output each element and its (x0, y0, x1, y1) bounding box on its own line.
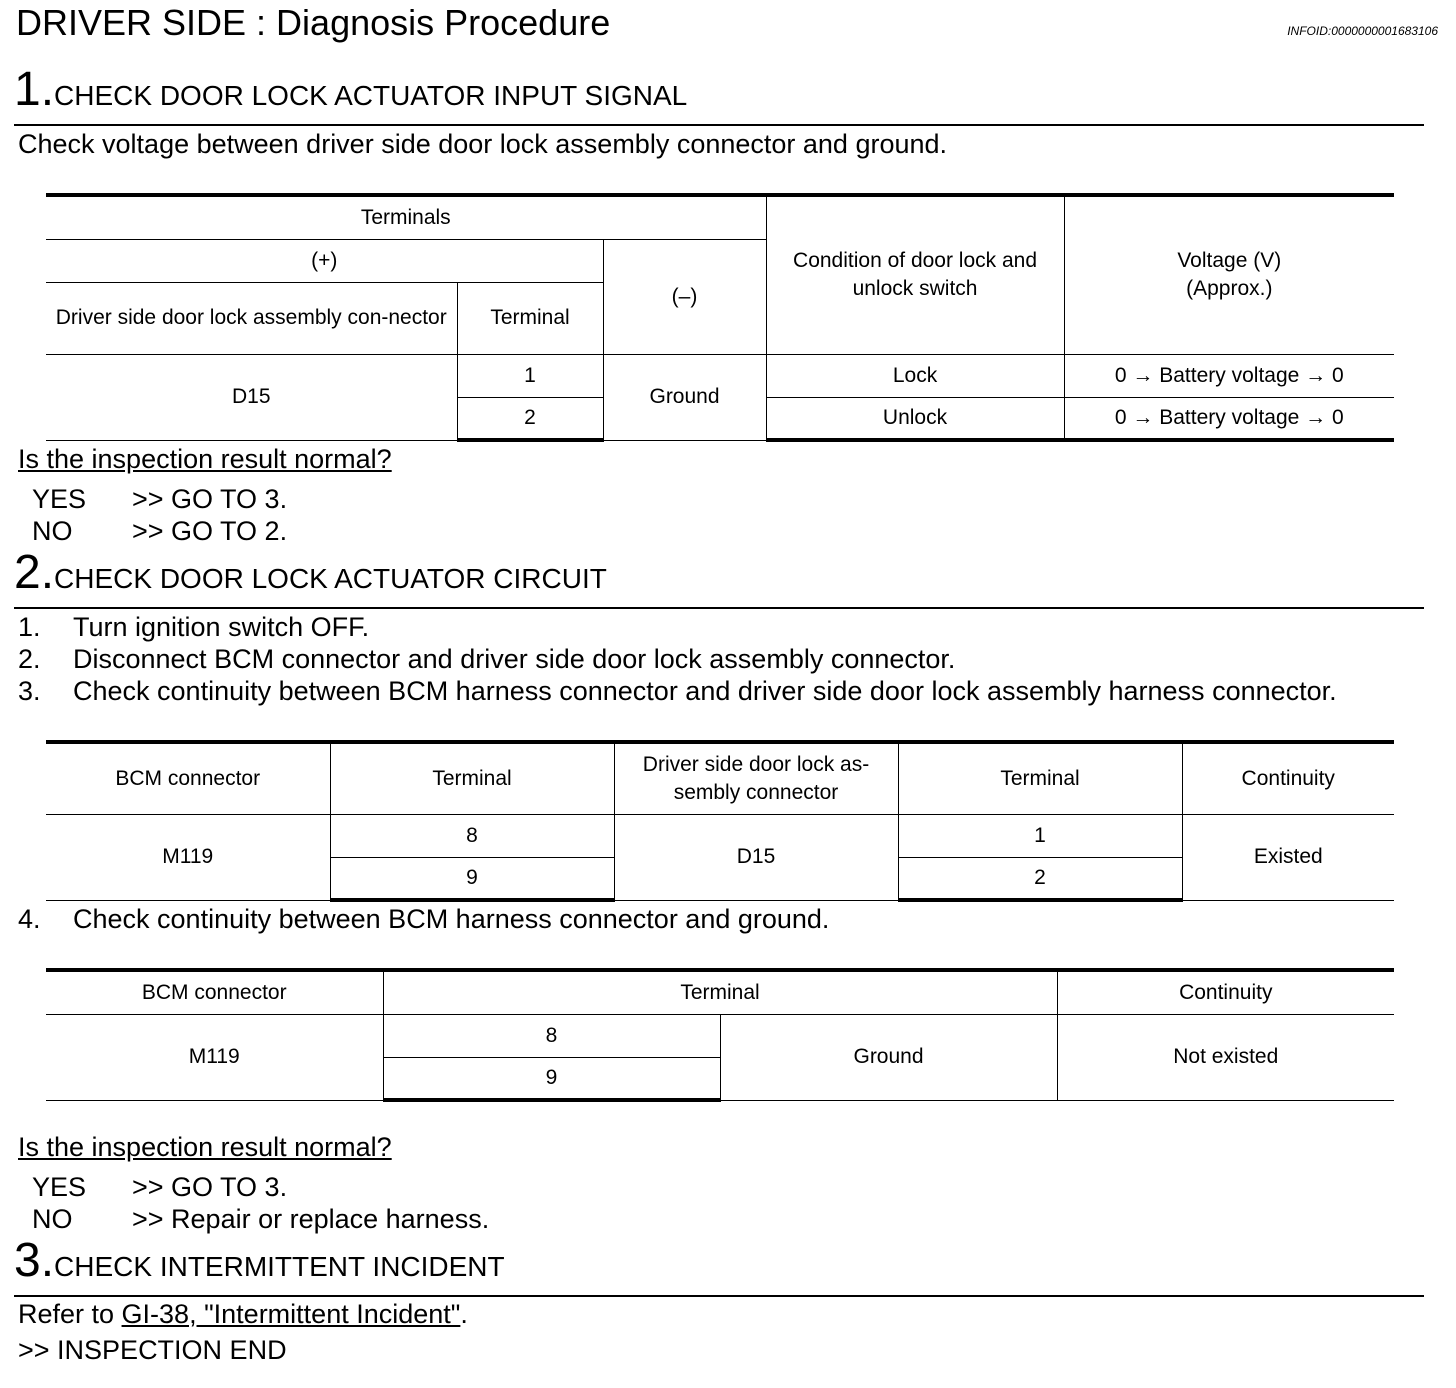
list-item: 4. Check continuity between BCM harness connector and ground. (18, 904, 830, 934)
cell-driver-connector: D15 (614, 814, 898, 900)
step-2-title: CHECK DOOR LOCK ACTUATOR CIRCUIT (54, 563, 607, 594)
step-1-rule (14, 124, 1424, 126)
header-terminal: Terminal (898, 742, 1182, 814)
reference-link[interactable]: GI-38, "Intermittent Incident" (121, 1299, 461, 1329)
no-label: NO (32, 1204, 73, 1234)
cell-terminal: 2 (457, 397, 603, 440)
yes-text: >> GO TO 3. (132, 484, 288, 514)
step-1-instruction: Check voltage between driver side door lock assembly connector and ground. (18, 129, 948, 159)
cell-voltage: 0 → Battery voltage → 0 (1064, 354, 1394, 397)
header-condition: Condition of door lock and unlock switch (766, 195, 1064, 354)
cell-bcm-connector: M119 (46, 814, 330, 900)
step-1-title: CHECK DOOR LOCK ACTUATOR INPUT SIGNAL (54, 80, 688, 111)
step-1-heading (14, 62, 687, 117)
step-3-rule (14, 1295, 1424, 1297)
header-continuity: Continuity (1057, 970, 1394, 1014)
header-bcm-connector: BCM connector (46, 742, 330, 814)
header-plus: (+) (46, 239, 603, 282)
cell-terminal: 8 (383, 1014, 720, 1057)
cell-terminal: 2 (898, 857, 1182, 900)
header-terminal: Terminal (330, 742, 614, 814)
no-text: >> Repair or replace harness. (132, 1204, 490, 1234)
header-minus: (–) (603, 239, 766, 354)
cell-terminal: 1 (457, 354, 603, 397)
list-item: 2. Disconnect BCM connector and driver side door lock assembly connector. (18, 644, 956, 674)
step-2-rule (14, 607, 1424, 609)
step-2-yes (32, 1172, 287, 1203)
header-terminal: Terminal (383, 970, 1057, 1014)
list-item: 3. Check continuity between BCM harness connector and driver side door lock assembly harness connector. (18, 676, 1337, 706)
info-id: INFOID:0000000001683106 (1287, 24, 1438, 38)
cell-condition: Unlock (766, 397, 1064, 440)
cell-ground: Ground (603, 354, 766, 440)
page-title: DRIVER SIDE : Diagnosis Procedure (16, 2, 611, 43)
step-1-question: Is the inspection result normal? (18, 444, 392, 474)
cell-condition: Lock (766, 354, 1064, 397)
cell-ground: Ground (720, 1014, 1057, 1100)
header-connector: Driver side door lock assembly con-nector (46, 282, 457, 354)
yes-text: >> GO TO 3. (132, 1172, 288, 1202)
step-2-question: Is the inspection result normal? (18, 1132, 392, 1162)
list-item: 1. Turn ignition switch OFF. (18, 612, 370, 642)
step-2-heading (14, 545, 607, 600)
cell-connector: D15 (46, 354, 457, 440)
step-3-refer: Refer to GI-38, "Intermittent Incident". (18, 1299, 468, 1329)
cell-terminal: 9 (330, 857, 614, 900)
step-3-heading (14, 1233, 505, 1288)
cell-terminal: 1 (898, 814, 1182, 857)
header-bcm-connector: BCM connector (46, 970, 383, 1014)
step-1-no (32, 516, 287, 547)
voltage-table (46, 193, 1394, 442)
cell-continuity: Not existed (1057, 1014, 1394, 1100)
step-3-number: 3. (14, 1234, 55, 1287)
cell-continuity: Existed (1182, 814, 1394, 900)
step-2-number: 2. (14, 546, 55, 599)
step-1-number: 1. (14, 63, 55, 116)
inspection-end: >> INSPECTION END (18, 1335, 287, 1365)
continuity-table-1 (46, 740, 1394, 902)
cell-terminal: 8 (330, 814, 614, 857)
cell-terminal: 9 (383, 1057, 720, 1100)
no-label: NO (32, 516, 73, 546)
continuity-table-2 (46, 968, 1394, 1102)
cell-bcm-connector: M119 (46, 1014, 383, 1100)
header-driver-connector: Driver side door lock as-sembly connector (614, 742, 898, 814)
step-2-no (32, 1204, 489, 1235)
header-terminals: Terminals (46, 195, 766, 239)
yes-label: YES (32, 1172, 87, 1202)
step-1-yes (32, 484, 287, 515)
no-text: >> GO TO 2. (132, 516, 288, 546)
header-continuity: Continuity (1182, 742, 1394, 814)
header-voltage: Voltage (V) (Approx.) (1064, 195, 1394, 354)
cell-voltage: 0 → Battery voltage → 0 (1064, 397, 1394, 440)
step-3-title: CHECK INTERMITTENT INCIDENT (54, 1251, 505, 1282)
header-terminal: Terminal (457, 282, 603, 354)
yes-label: YES (32, 484, 87, 514)
